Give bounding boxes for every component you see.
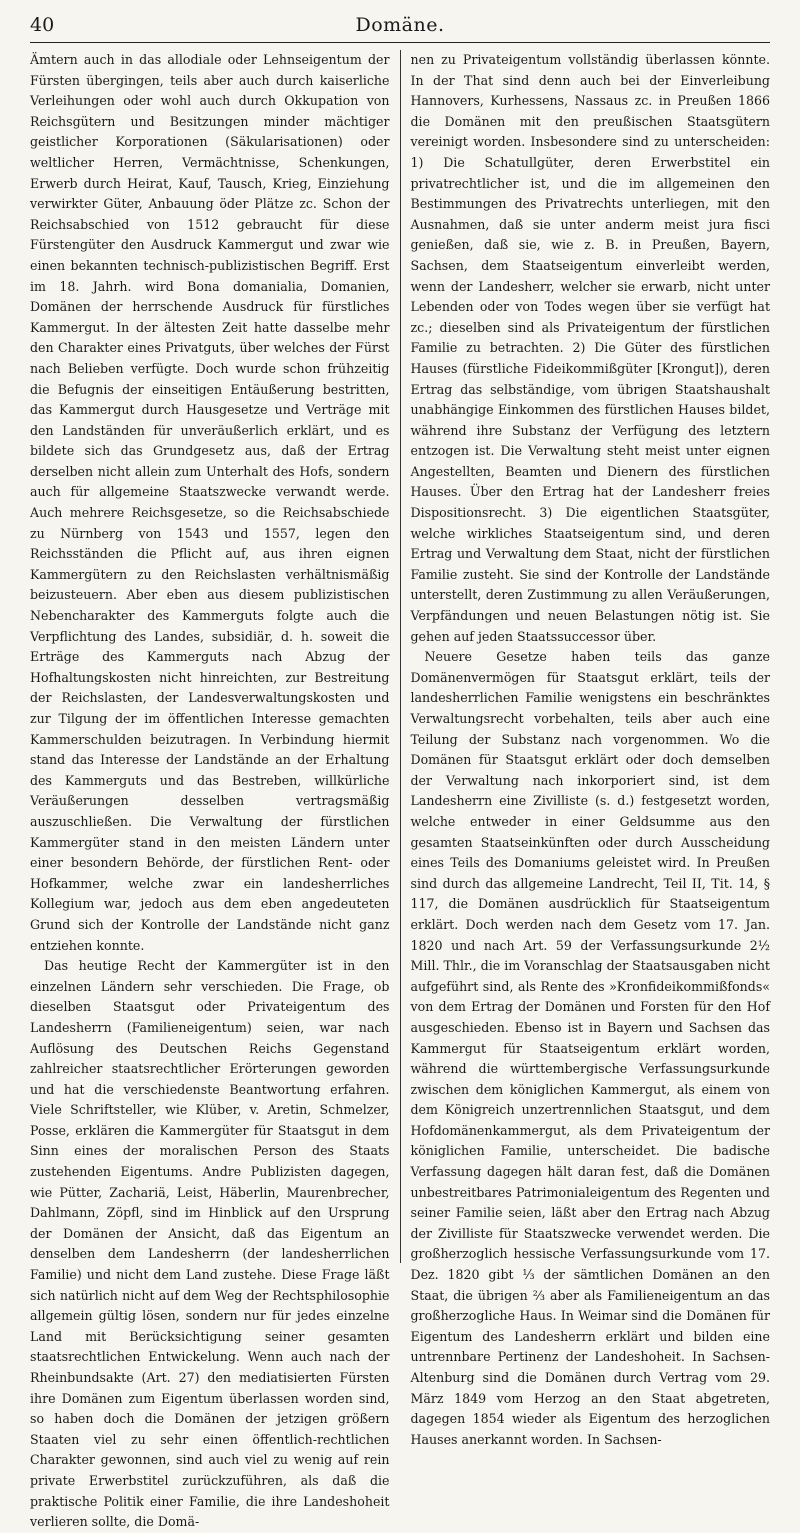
page-header xyxy=(30,14,770,43)
left-column xyxy=(30,50,390,1530)
right-column xyxy=(410,50,771,1447)
paragraph: Neuere Gesetze haben teils das ganze Domänenvermögen für Staatsgut erklärt, teils der landesherrlichen Familie wenigstens ein beschränktes Verwaltungsrecht vorbehalten, teils aber auch eine Teilung der Substanz nach vorgenommen. Wo die Domänen für Staatsgut erklärt oder doch demselben der Verwaltung nach inkorporiert sind, ist dem Landesherrn eine Zivilliste (s. d.) festgesetzt worden, welche entweder in einer Geldsumme aus den gesamten Staatseinkünften oder durch Ausscheidung eines Teils des Domaniums geleistet wird. In Preußen sind durch das allgemeine Landrecht, Teil II, Tit. 14, § 117, die Domänen ausdrücklich für Staatseigentum erklärt. Doch werden nach dem Gesetz vom 17. Jan. 1820 und nach Art. 59 der Verfassungsurkunde 2½ Mill. Thlr., die im Voranschlag der Staatsausgaben nicht aufgeführt sind, als Rente des »Kronfideikommißfonds« von dem Ertrag der Domänen und Forsten für den Hof ausgeschieden. Ebenso ist in Bayern und Sachsen das Kammergut für Staatseigentum erklärt worden, während die württembergische Verfassungsurkunde zwischen dem königlichen Kammergut, als einem von dem Königreich unzertrennlichen Staatsgut, und dem Hofdomänenkammergut, als dem Privateigentum der königlichen Familie, unterscheidet. Die badische Verfassung dagegen hält daran fest, daß die Domänen unbestreitbares Patrimonialeigentum des Regenten und seiner Familie seien, läßt aber den Ertrag nach Abzug der Zivilliste für Staatszwecke verwendet werden. Die großherzoglich hessische Verfassungsurkunde vom 17. Dez. 1820 gibt ⅓ der sämtlichen Domänen an den Staat, die übrigen ⅔ aber als Familieneigentum an das großherzogliche Haus. In Weimar sind die Domänen für Eigentum des Landesherrn erklärt und bilden eine untrennbare Pertinenz der Landeshoheit. In Sachsen-Altenburg sind die Domänen durch Vertrag vom 29. März 1849 vom Herzog an den Staat abgetreten, dagegen 1854 wieder als Eigentum des herzoglichen Hauses anerkannt worden. In Sachsen- xyxy=(410,649,770,1447)
paragraph: Das heutige Recht der Kammergüter ist in den einzelnen Ländern sehr verschieden. Die Frage, ob dieselben Staatsgut oder Privateigentum des Landesherrn (Familieneigentum) seien, war nach Auflösung des Deutschen Reichs Gegenstand zahlreicher staatsrechtlicher Erörterungen geworden und hat die verschiedenste Beantwortung erfahren. Viele Schriftsteller, wie Klüber, v. Aretin, Schmelzer, Posse, erklären die Kammergüter für Staatsgut in dem Sinn eines der moralischen Person des Staats zustehenden Eigentums. Andre Publizisten dagegen, wie Pütter, Zachariä, Leist, Häberlin, Maurenbrecher, Dahlmann, Zöpfl, sind im Hinblick auf den Ursprung der Domänen der Ansicht, daß das Eigentum an denselben dem Landesherrn (der landesherrlichen Familie) und nicht dem Land zustehe. Diese Frage läßt sich natürlich nicht auf dem Weg der Rechtsphilosophie allgemein gültig lösen, sondern nur für jedes einzelne Land mit Berücksichtigung seiner gesamten staatsrechtlichen Entwickelung. Wenn auch nach der Rheinbundsakte (Art. 27) den mediatisierten Fürsten ihre Domänen zum Eigentum überlassen worden sind, so haben doch die Domänen der jetzigen größern Staaten viel zu sehr einen öffentlich-rechtlichen Charakter gewonnen, sind auch viel zu wenig auf rein private Erwerbstitel zurückzuführen, als daß die praktische Politik einer Familie, die ihre Landeshoheit verlieren sollte, die Domä- xyxy=(30,958,390,1530)
text-columns xyxy=(30,50,770,1530)
paragraph: Ämtern auch in das allodiale oder Lehnseigentum der Fürsten übergingen, teils aber auch durch kaiserliche Verleihungen oder wohl auch durch Okkupation von Reichsgütern und Besitzungen minder mächtiger geistlicher Korporationen (Säkularisationen) oder weltlicher Herren, Vermächtnisse, Schenkungen, Erwerb durch Heirat, Kauf, Tausch, Krieg, Einziehung verwirkter Güter, Anbauung öder Plätze zc. Schon der Reichsabschied von 1512 gebraucht für diese Fürstengüter den Ausdruck Kammergut und zwar wie einen bekannten technisch-publizistischen Begriff. Erst im 18. Jahrh. wird Bona domanialia, Domanien, Domänen der herrschende Ausdruck für fürstliches Kammergut. In der ältesten Zeit hatte dasselbe mehr den Charakter eines Privatguts, über welches der Fürst nach Belieben verfügte. Doch wurde schon frühzeitig die Befugnis der einseitigen Entäußerung bestritten, das Kammergut durch Hausgesetze und Verträge mit den Landständen für unveräußerlich erklärt, und es bildete sich das Grundgesetz aus, daß der Ertrag derselben nicht allein zum Unterhalt des Hofs, sondern auch für allgemeine Staatszwecke verwandt werde. Auch mehrere Reichsgesetze, so die Reichsabschiede zu Nürnberg von 1543 und 1557, legen den Reichsständen die Pflicht auf, aus ihren eignen Kammergütern zu den Reichslasten verhältnismäßig beizusteuern. Aber eben aus diesem publizistischen Nebencharakter des Kammerguts folgte auch die Verpflichtung des Landes, subsidiär, d. h. soweit die Erträge des Kammerguts nach Abzug der Hofhaltungskosten nicht hinreichten, zur Bestreitung der Reichslasten, der Landesverwaltungskosten und zur Tilgung der im öffentlichen Interesse gemachten Kammerschulden beizutragen. In Verbindung hiermit stand das Interesse der Landstände an der Erhaltung des Kammerguts und das Bestreben, willkürliche Veräußerungen desselben vertragsmäßig auszuschließen. Die Verwaltung der fürstlichen Kammergüter stand in den meisten Ländern unter einer besondern Behörde, der fürstlichen Rent- oder Hofkammer, welche zwar ein landesherrliches Kollegium war, jedoch aus dem eben angedeuteten Grund sich der Kontrolle der Landstände nicht ganz entziehen konnte. xyxy=(30,52,390,953)
column-rule xyxy=(400,50,401,1263)
running-title: Domäne. xyxy=(355,14,445,36)
paragraph: nen zu Privateigentum vollständig überlassen könnte. In der That sind denn auch bei der Einverleibung Hannovers, Kurhessens, Nassaus zc. in Preußen 1866 die Domänen mit den preußischen Staatsgütern vereinigt worden. Insbesondere sind zu unterscheiden: 1) Die Schatullgüter, deren Erwerbstitel ein privatrechtlicher ist, und die im allgemeinen den Bestimmungen des Privatrechts unterliegen, mit den Ausnahmen, daß sie unter anderm meist jura fisci genießen, daß sie, wie z. B. in Preußen, Bayern, Sachsen, dem Staatseigentum einverleibt werden, wenn der Landesherr, welcher sie erwarb, nicht unter Lebenden oder von Todes wegen über sie verfügt hat zc.; dieselben sind als Privateigentum der fürstlichen Familie zu betrachten. 2) Die Güter des fürstlichen Hauses (fürstliche Fideikommißgüter [Krongut]), deren Ertrag das selbständige, vom übrigen Staatshaushalt unabhängige Einkommen des fürstlichen Hauses bildet, während ihre Substanz der Verfügung des letztern entzogen ist. Die Verwaltung steht meist unter eignen Angestellten, Beamten und Dienern des fürstlichen Hauses. Über den Ertrag hat der Landesherr freies Dispositionsrecht. 3) Die eigentlichen Staatsgüter, welche wirkliches Staatseigentum sind, und deren Ertrag und Verwaltung dem Staat, nicht der fürstlichen Familie zusteht. Sie sind der Kontrolle der Landstände unterstellt, deren Zustimmung zu allen Veräußerungen, Verpfändungen und neuen Belastungen nötig ist. Sie gehen auf jeden Staatssuccessor über. xyxy=(410,52,770,644)
page-number: 40 xyxy=(30,14,55,36)
